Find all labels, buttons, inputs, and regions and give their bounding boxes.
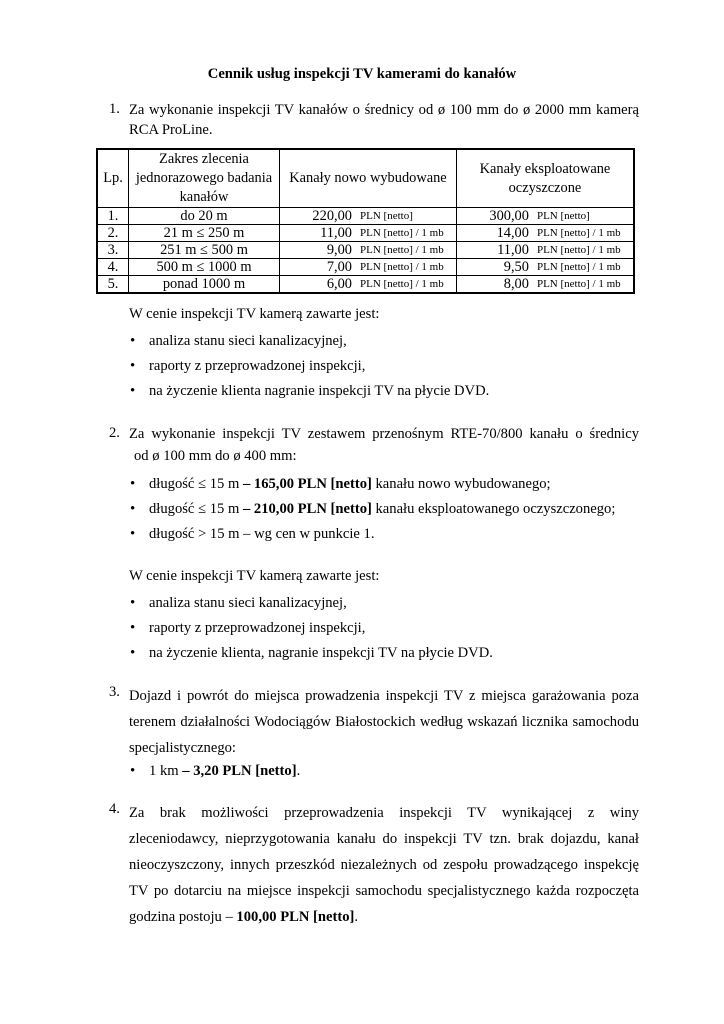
section-4-line: TV po dotarciu na miejsce inspekcji samochodu specjalistycznego każda rozpoczęta bbox=[129, 883, 639, 899]
option-text: długość ≤ 15 m bbox=[149, 476, 243, 492]
section-1-line: Za wykonanie inspekcji TV kanałów o średnicy od ø 100 mm do ø 2000 mm kamerą bbox=[129, 102, 639, 118]
section-4-number: 4. bbox=[109, 801, 120, 817]
section-2-line: od ø 100 mm do ø 400 mm: bbox=[134, 448, 297, 464]
header-new-channels: Kanały nowo wybudowane bbox=[280, 149, 457, 208]
section-2-includes-intro: W cenie inspekcji TV kamerą zawarte jest: bbox=[129, 568, 380, 584]
row-lp: 1. bbox=[97, 208, 129, 225]
header-used-line: Kanały eksploatowane bbox=[479, 160, 611, 177]
section-4-price: 100,00 PLN [netto] bbox=[236, 909, 355, 925]
section-1-number: 1. bbox=[109, 101, 120, 117]
option-text: kanału eksploatowanego oczyszczonego; bbox=[371, 501, 616, 517]
section-4-line bbox=[129, 904, 639, 930]
option-price: – 165,00 PLN [netto] bbox=[242, 476, 372, 492]
section-1-text bbox=[129, 100, 639, 140]
header-range-line: jednorazowego badania bbox=[135, 170, 273, 186]
rate-text: 1 km bbox=[149, 763, 183, 779]
row-new-price: 7,00 bbox=[280, 259, 359, 276]
row-lp: 3. bbox=[97, 242, 129, 259]
row-range: 251 m ≤ 500 m bbox=[129, 242, 280, 259]
section-4-line: zleceniodawcy, nieprzygotowania kanału do inspekcji TV tzn. brak dojazdu, kanał bbox=[129, 831, 639, 847]
row-range: 21 m ≤ 250 m bbox=[129, 225, 280, 242]
section-2-includes-list bbox=[129, 593, 493, 668]
section-1-includes-list bbox=[129, 331, 489, 406]
row-range: ponad 1000 m bbox=[129, 276, 280, 294]
price-table bbox=[96, 148, 635, 294]
section-3-line: specjalistycznego: bbox=[129, 740, 236, 756]
header-range-line: Zakres zlecenia bbox=[159, 151, 249, 167]
row-new-unit: PLN [netto] / 1 mb bbox=[358, 225, 456, 242]
option-text: kanału nowo wybudowanego; bbox=[371, 476, 551, 492]
price-table-header bbox=[97, 149, 634, 208]
section-3-line: terenem działalności Wodociągów Białostockich według wskazań licznika samochodu bbox=[129, 714, 639, 730]
list-item: • analiza stanu sieci kanalizacyjnej, bbox=[129, 331, 489, 356]
section-1-line: RCA ProLine. bbox=[129, 122, 213, 138]
row-new-price: 6,00 bbox=[280, 276, 359, 294]
row-used-unit: PLN [netto] bbox=[535, 208, 634, 225]
row-new-price: 9,00 bbox=[280, 242, 359, 259]
table-row bbox=[97, 225, 634, 242]
section-2-number: 2. bbox=[109, 425, 120, 441]
list-item bbox=[129, 761, 300, 786]
row-used-price: 9,50 bbox=[456, 259, 535, 276]
row-used-price: 14,00 bbox=[456, 225, 535, 242]
header-used-channels bbox=[456, 149, 634, 208]
section-4-line: Za brak możliwości przeprowadzenia inspekcji TV wynikającej z winy bbox=[129, 805, 639, 821]
section-3-number: 3. bbox=[109, 684, 120, 700]
list-item bbox=[129, 499, 615, 524]
option-price: – 210,00 PLN [netto] bbox=[242, 501, 372, 517]
row-new-unit: PLN [netto] bbox=[358, 208, 456, 225]
row-lp: 2. bbox=[97, 225, 129, 242]
section-4-text-part: godzina postoju – bbox=[129, 909, 237, 925]
list-item: • raporty z przeprowadzonej inspekcji, bbox=[129, 618, 493, 643]
row-used-unit: PLN [netto] / 1 mb bbox=[535, 242, 634, 259]
row-new-unit: PLN [netto] / 1 mb bbox=[358, 242, 456, 259]
row-used-price: 8,00 bbox=[456, 276, 535, 294]
row-new-price: 11,00 bbox=[280, 225, 359, 242]
section-2-line: Za wykonanie inspekcji TV zestawem przenośnym RTE-70/800 kanału o średnicy bbox=[129, 426, 639, 442]
list-item bbox=[129, 474, 615, 499]
row-lp: 5. bbox=[97, 276, 129, 294]
row-used-price: 300,00 bbox=[456, 208, 535, 225]
list-item: • na życzenie klienta, nagranie inspekcji TV na płycie DVD. bbox=[129, 643, 493, 668]
option-text: długość ≤ 15 m bbox=[149, 501, 243, 517]
row-used-unit: PLN [netto] / 1 mb bbox=[535, 259, 634, 276]
section-4-line: nieoczyszczony, innych przeszkód niezależnych od zespołu prowadzącego inspekcję bbox=[129, 857, 639, 873]
row-range: 500 m ≤ 1000 m bbox=[129, 259, 280, 276]
row-new-unit: PLN [netto] / 1 mb bbox=[358, 259, 456, 276]
list-item: • raporty z przeprowadzonej inspekcji, bbox=[129, 356, 489, 381]
section-3-list bbox=[129, 761, 300, 786]
list-item: • na życzenie klienta nagranie inspekcji TV na płycie DVD. bbox=[129, 381, 489, 406]
section-1-includes-intro: W cenie inspekcji TV kamerą zawarte jest: bbox=[129, 306, 380, 322]
section-4-text-part: . bbox=[354, 909, 359, 925]
rate-price: – 3,20 PLN [netto] bbox=[182, 763, 297, 779]
row-used-unit: PLN [netto] / 1 mb bbox=[535, 225, 634, 242]
row-new-price: 220,00 bbox=[280, 208, 359, 225]
list-item bbox=[129, 524, 615, 549]
row-used-price: 11,00 bbox=[456, 242, 535, 259]
header-lp: Lp. bbox=[97, 149, 129, 208]
row-lp: 4. bbox=[97, 259, 129, 276]
list-item: • analiza stanu sieci kanalizacyjnej, bbox=[129, 593, 493, 618]
table-row bbox=[97, 259, 634, 276]
table-row bbox=[97, 208, 634, 225]
section-3-text bbox=[129, 683, 639, 761]
header-range bbox=[129, 149, 280, 208]
document-title: Cennik usług inspekcji TV kamerami do kanałów bbox=[207, 66, 517, 82]
section-4-text bbox=[129, 800, 639, 930]
rate-text: . bbox=[296, 763, 301, 779]
section-3-line: Dojazd i powrót do miejsca prowadzenia inspekcji TV z miejsca garażowania poza bbox=[129, 688, 639, 704]
row-new-unit: PLN [netto] / 1 mb bbox=[358, 276, 456, 294]
table-row bbox=[97, 242, 634, 259]
section-2-text bbox=[129, 424, 639, 466]
section-2-options-list bbox=[129, 474, 615, 549]
row-range: do 20 m bbox=[129, 208, 280, 225]
option-text: długość > 15 m – wg cen w punkcie 1. bbox=[149, 526, 375, 542]
table-row bbox=[97, 276, 634, 294]
header-range-line: kanałów bbox=[179, 189, 229, 205]
header-used-line: oczyszczone bbox=[508, 179, 582, 196]
row-used-unit: PLN [netto] / 1 mb bbox=[535, 276, 634, 294]
